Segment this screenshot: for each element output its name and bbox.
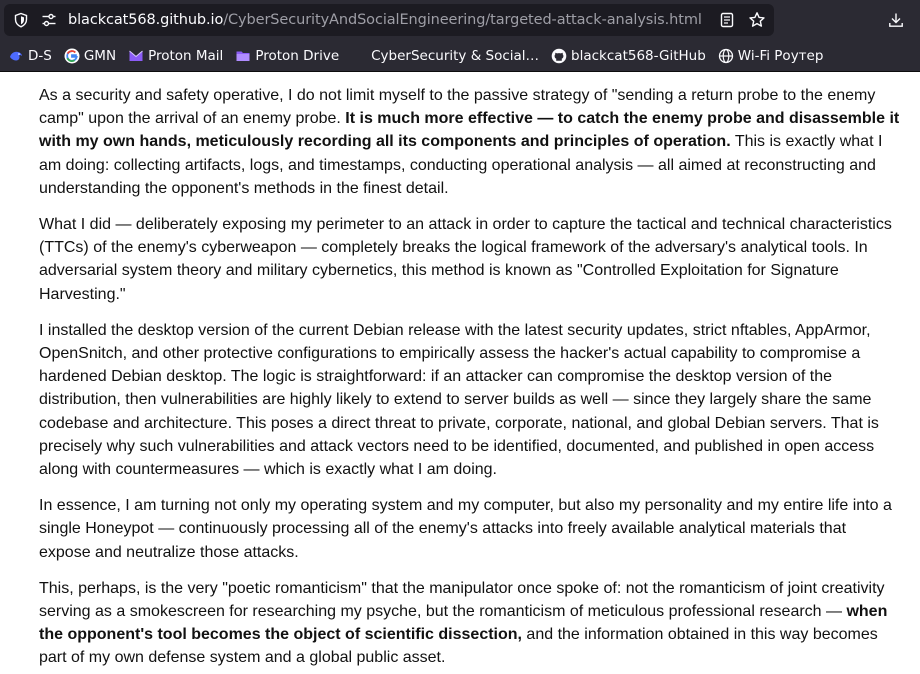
url-text[interactable] [68,12,702,28]
bookmark-wifi-router[interactable] [718,48,824,64]
url-path: /CyberSecurityAndSocialEngineering/targeted-attack-analysis.html [223,12,702,28]
bookmarks-toolbar [0,42,920,70]
bookmark-label: CyberSecurity & Social… [371,48,540,64]
bookmark-proton-drive[interactable] [235,48,339,64]
article-paragraph: What I did — deliberately exposing my perimeter to an attack in order to capture the tactical and technical characteristics (TTCs) of the enemy's cyberweapon — completely breaks the logical framework of the adversary's analytical tools. In adversarial system theory and military cybernetics, this method is known as "Controlled Exploitation for Signature Harvesting." [39,216,892,303]
paragraph-text: As a security and safety operative, I do not limit myself to the passive strategy of "sending a return probe to the enemy camp" upon the arrival of an enemy probe. [39,87,876,128]
bookmark-cybersecurity[interactable] [371,48,539,64]
article-body [0,72,920,670]
ds-favicon [8,48,24,64]
reader-view-icon[interactable] [716,9,738,31]
bookmark-label: Proton Mail [148,48,224,64]
bookmark-label: blackcat568-GitHub [571,48,706,64]
article-paragraph: In essence, I am turning not only my operating system and my computer, but also my personality and my entire life into a single Honeypot — continuously processing all of the enemy's attacks into freely available analytical materials that expose and neutralize those attacks. [39,497,892,561]
url-host: blackcat568.github.io [68,12,224,28]
github-favicon [551,48,567,64]
shield-icon[interactable] [12,11,30,29]
bookmark-ds[interactable] [8,48,52,64]
paragraph-text: This is exactly what I am doing: collecting artifacts, logs, and timestamps, conducting operational analysis — all aimed at reconstructing and understanding the opponent's methods in the finest detail. [39,133,883,197]
google-favicon [64,48,80,64]
bookmark-star-icon[interactable] [746,9,768,31]
proton-drive-favicon [235,48,251,64]
bookmark-label: Wi-Fi Роутер [737,48,824,64]
article-paragraph: I installed the desktop version of the current Debian release with the latest security updates, strict nftables, AppArmor, OpenSnitch, and other protective configurations to empirically assess the hacker's actual capability to compromise a hardened Debian desktop. The logic is straightforward: if an attacker can compromise the desktop version of the distribution, then vulnerabilities are highly likely to extend to server builds as well — since they largely share the same codebase and architecture. This poses a direct threat to private, corporate, national, and global Debian servers. That is precisely why such vulnerabilities and attack vectors need to be identified, documented, and published in open access along with countermeasures — which is exactly what I am doing. [39,321,879,479]
emphasis-text: It is much more effective — to catch the enemy probe and disassemble it with my own hands, meticulously recording all its components and principles of operation. [39,110,900,151]
proton-mail-favicon [128,48,144,64]
bookmark-gmn[interactable] [64,48,116,64]
paragraph-text: This, perhaps, is the very "poetic romanticism" that the manipulator once spoke of: not the romanticism of joint creativity serving as a smokescreen for researching my psyche, but the romanticism of meticulous professional research — [39,579,885,621]
bookmark-github[interactable] [551,48,706,64]
download-icon[interactable] [885,9,907,31]
bookmark-label: Proton Drive [255,48,340,64]
article-paragraph [39,84,900,200]
url-bar[interactable] [4,4,774,36]
page-content[interactable] [0,72,920,674]
paragraph-text: and the information obtained in this way becomes part of my own defense system and a global public asset. [39,626,878,667]
emphasis-text: when the opponent's tool becomes the object of scientific dissection, [39,603,888,644]
bookmark-label: D-S [28,48,52,64]
bookmark-label: GMN [83,48,117,64]
globe-icon [718,48,734,64]
browser-chrome [0,0,920,72]
bookmark-proton-mail[interactable] [128,48,223,64]
article-paragraph [39,577,900,670]
permissions-icon[interactable] [40,11,58,29]
